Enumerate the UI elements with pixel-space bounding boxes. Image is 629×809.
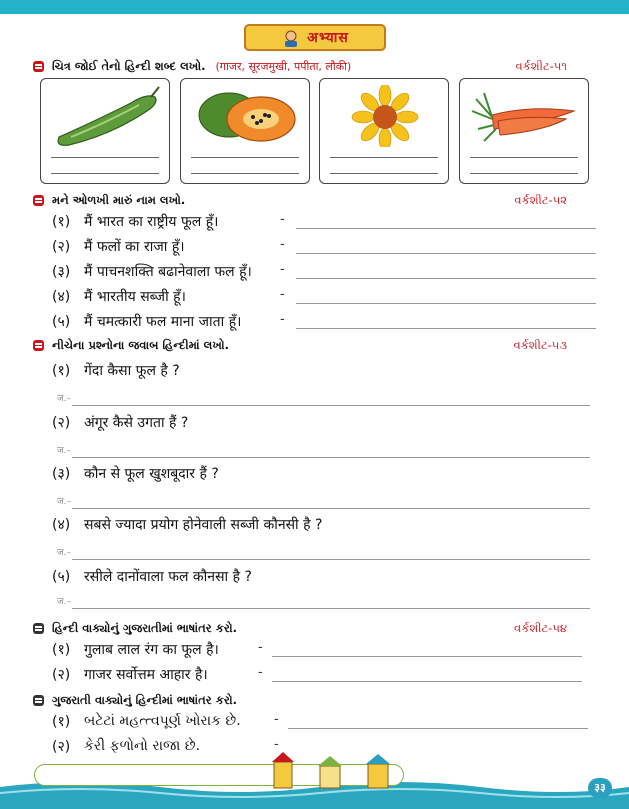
answer-prefix: ज.– <box>57 497 72 507</box>
answer-line <box>72 608 590 609</box>
answer-line <box>470 173 578 174</box>
item-text: मैं पाचनशक्ति बढानेवाला फल हूँ। <box>84 263 252 280</box>
fort-decoration-icon <box>270 750 400 790</box>
item-text: मैं फलों का राजा हूँ। <box>84 238 185 255</box>
dash: - <box>280 312 285 327</box>
item-text: गेंदा कैसा फूल है ? <box>84 362 180 379</box>
worksheet-label: વર્કશીટ-૫૩ <box>513 337 567 352</box>
bullet-icon <box>33 340 44 351</box>
answer-line <box>470 157 578 158</box>
item-number: (४) <box>52 516 71 533</box>
carrot-icon <box>470 85 582 147</box>
translate-hindi-item-1 <box>52 638 219 660</box>
picture-box-1 <box>40 78 170 184</box>
item-number: (१) <box>52 362 71 379</box>
dash: - <box>280 237 285 252</box>
answer-line <box>72 559 590 560</box>
item-number: (५) <box>52 568 71 585</box>
answer-line <box>191 173 299 174</box>
question-1 <box>52 359 180 381</box>
identify-item-1 <box>52 210 218 232</box>
answer-line <box>72 508 590 509</box>
section4-heading <box>33 619 593 637</box>
item-number: (३) <box>52 465 71 482</box>
dash: - <box>258 665 263 680</box>
section3-heading-text: નીચેના પ્રશ્નોના જવાબ હિન્દીમાં લખો. <box>52 337 230 352</box>
translate-hindi-item-2 <box>52 663 208 685</box>
translate-gujarati-item-1 <box>52 710 241 732</box>
dash: - <box>280 262 285 277</box>
answer-line <box>51 173 159 174</box>
item-number: (५) <box>52 313 71 330</box>
identify-item-3 <box>52 260 252 282</box>
answer-prefix: ज.– <box>57 548 72 558</box>
bullet-icon <box>33 623 44 634</box>
question-2 <box>52 411 188 433</box>
item-text: रसीले दानोंवाला फल कौनसा है ? <box>84 568 252 585</box>
question-5 <box>52 565 252 587</box>
bullet-icon <box>33 195 44 206</box>
item-text: मैं चमत्कारी फल माना जाता हूँ। <box>84 313 242 330</box>
item-number: (२) <box>52 666 71 683</box>
answer-line <box>296 278 596 279</box>
answer-line <box>191 157 299 158</box>
section5-heading-text: ગુજરાતી વાક્યોનું હિન્દીમાં ભાષાંતર કરો. <box>52 692 238 707</box>
identify-item-4 <box>52 285 186 307</box>
item-number: (२) <box>52 738 71 755</box>
answer-line <box>51 157 159 158</box>
answer-line <box>272 656 582 657</box>
item-text: मैं भारत का राष्ट्रीय फूल हूँ। <box>84 213 219 230</box>
section2-heading-text: મને ઓળખી મારું નામ લખો. <box>52 192 186 207</box>
answer-line <box>272 681 582 682</box>
translate-gujarati-item-2 <box>52 735 200 757</box>
papaya-icon <box>191 85 301 147</box>
item-text: બટેટાં મહત્ત્વપૂર્ણ ખોરાક છે. <box>84 713 241 729</box>
question-4 <box>52 513 322 535</box>
item-number: (४) <box>52 288 71 305</box>
picture-box-4 <box>459 78 589 184</box>
dash: - <box>280 212 285 227</box>
bottle-gourd-icon <box>51 85 161 147</box>
picture-box-2 <box>180 78 310 184</box>
section1-hint: (गाजर, सूरजमुखी, पपीता, लौकी) <box>215 59 352 73</box>
item-number: (१) <box>52 641 71 658</box>
dash: - <box>258 640 263 655</box>
answer-line <box>288 728 588 729</box>
item-number: (१) <box>52 713 71 730</box>
section4-heading-text: હિન્દી વાક્યોનું ગુજરાતીમાં ભાષાંતર કરો. <box>52 620 238 635</box>
bullet-icon <box>33 61 44 72</box>
page-title: अभ्यास <box>307 30 349 46</box>
worksheet-label: વર્કશીટ-૫૨ <box>514 192 567 207</box>
answer-prefix: ज.– <box>57 394 72 404</box>
item-text: अंगूर कैसे उगता हैं ? <box>84 414 189 431</box>
section5-heading <box>33 691 593 709</box>
dash: - <box>274 737 279 752</box>
top-band <box>0 0 629 14</box>
worksheet-label: વર્કશીટ-૫૧ <box>515 58 567 73</box>
answer-line <box>296 228 596 229</box>
page-number: ३३ <box>588 778 612 798</box>
picture-box-3 <box>319 78 449 184</box>
page-title-badge <box>244 24 386 51</box>
item-number: (२) <box>52 238 71 255</box>
bullet-icon <box>33 695 44 706</box>
boy-icon <box>281 29 301 47</box>
sunflower-icon <box>330 85 440 147</box>
answer-line <box>72 405 590 406</box>
identify-item-5 <box>52 310 241 332</box>
section1-heading <box>33 57 593 75</box>
answer-prefix: ज.– <box>57 446 72 456</box>
item-number: (१) <box>52 213 71 230</box>
answer-line <box>296 253 596 254</box>
identify-item-2 <box>52 235 185 257</box>
section3-heading <box>33 336 593 354</box>
section1-heading-text: ચિત્ર જોઈ તેનો હિન્દી શબ્દ લખો. <box>52 58 206 73</box>
item-number: (२) <box>52 414 71 431</box>
section2-heading <box>33 191 593 209</box>
item-text: कौन से फूल खुशबूदार हैं ? <box>84 465 219 482</box>
item-text: सबसे ज्यादा प्रयोग होनेवाली सब्जी कौनसी है ? <box>84 516 323 533</box>
dash: - <box>274 712 279 727</box>
answer-line <box>72 457 590 458</box>
worksheet-label: વર્કશીટ-૫૪ <box>514 620 567 635</box>
item-text: मैं भारतीय सब्जी हूँ। <box>84 288 186 305</box>
question-3 <box>52 462 219 484</box>
answer-line <box>296 328 596 329</box>
item-number: (३) <box>52 263 71 280</box>
item-text: गुलाब लाल रंग का फूल है। <box>84 641 219 658</box>
item-text: गाजर सर्वोत्तम आहार है। <box>84 666 208 683</box>
answer-prefix: ज.– <box>57 597 72 607</box>
answer-line <box>330 173 438 174</box>
dash: - <box>280 287 285 302</box>
item-text: કેરી ફળોનો રાજા છે. <box>84 738 201 754</box>
answer-line <box>296 303 596 304</box>
answer-line <box>330 157 438 158</box>
